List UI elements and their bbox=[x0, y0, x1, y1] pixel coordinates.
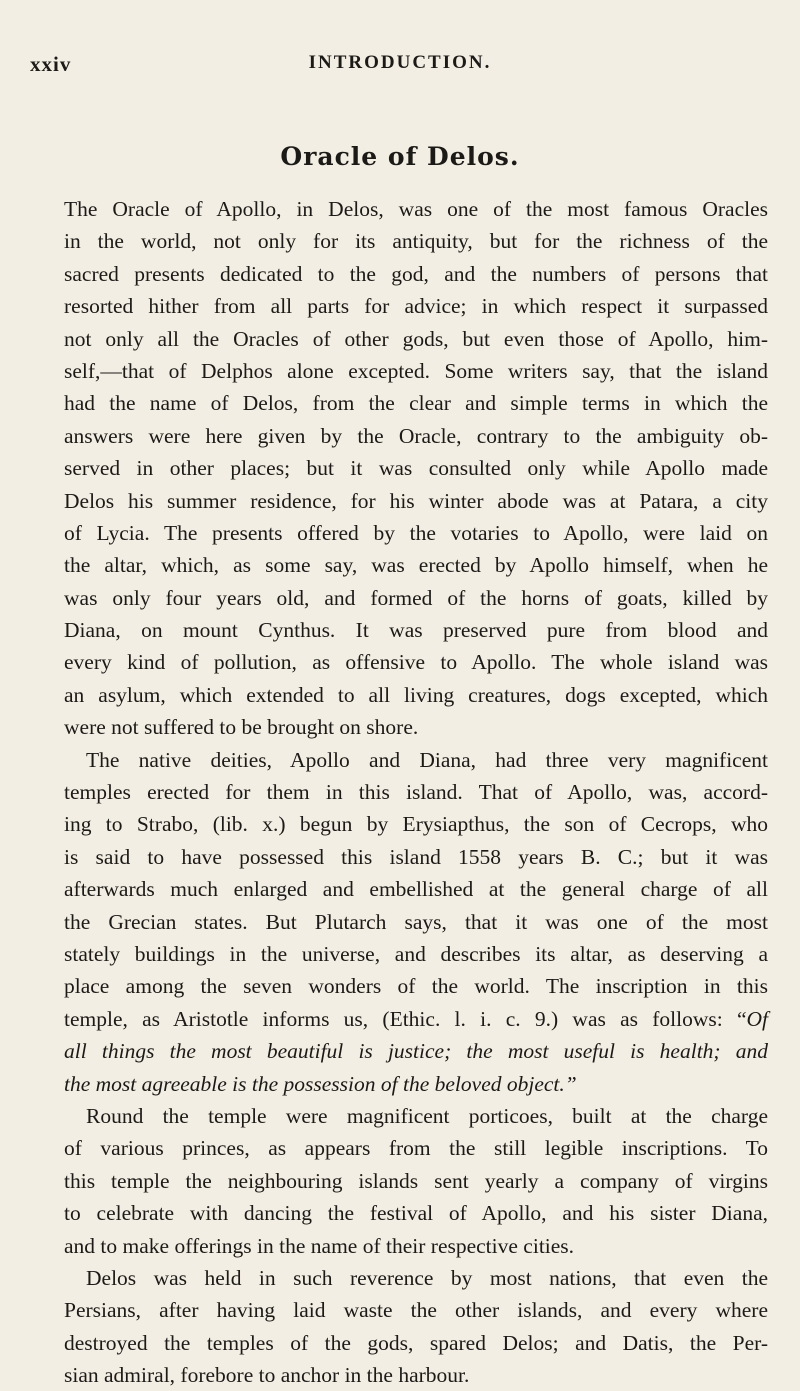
text-line: afterwards much enlarged and embellished at the general charge of all bbox=[64, 877, 768, 902]
text-line: The native deities, Apollo and Diana, had three very magnificent bbox=[86, 747, 768, 772]
text-line: stately buildings in the universe, and describes its altar, as deserving a bbox=[64, 941, 768, 966]
text-line: had the name of Delos, from the clear and simple terms in which the bbox=[64, 391, 768, 416]
text-line: an asylum, which extended to all living creatures, dogs excepted, which bbox=[64, 682, 768, 707]
text-line: answers were here given by the Oracle, contrary to the ambiguity ob- bbox=[64, 423, 768, 448]
text-line: Delos his summer residence, for his winter abode was at Patara, a city bbox=[64, 488, 768, 513]
section-title: Oracle of Delos. bbox=[280, 142, 520, 171]
text-line: destroyed the temples of the gods, spared Delos; and Datis, the Per- bbox=[64, 1330, 768, 1355]
text-line: self,—that of Delphos alone excepted. Some writers say, that the island bbox=[64, 358, 768, 383]
text-line: is said to have possessed this island 1558 years B. C.; but it was bbox=[64, 844, 768, 869]
text-line: resorted hither from all parts for advice; in which respect it surpassed bbox=[64, 294, 768, 319]
text-line: was only four years old, and formed of the horns of goats, killed by bbox=[64, 585, 768, 610]
text-line: Persians, after having laid waste the other islands, and every where bbox=[64, 1298, 768, 1323]
text-segment: temple, as Aristotle informs us, (Ethic. l. i. c. 9.) was as follows: “ bbox=[64, 1006, 747, 1031]
text-line: of Lycia. The presents offered by the votaries to Apollo, were laid on bbox=[64, 520, 768, 545]
text-line: Diana, on mount Cynthus. It was preserved pure from blood and bbox=[64, 618, 768, 643]
text-line: in the world, not only for its antiquity, but for the richness of the bbox=[64, 229, 768, 254]
page-header bbox=[30, 52, 770, 82]
text-line: temples erected for them in this island. That of Apollo, was, accord- bbox=[64, 780, 768, 805]
text-line: ing to Strabo, (lib. x.) begun by Erysiapthus, the son of Cecrops, who bbox=[64, 812, 768, 837]
text-line: to celebrate with dancing the festival of Apollo, and his sister Diana, bbox=[64, 1201, 768, 1226]
text-line bbox=[64, 1003, 768, 1035]
text-line: served in other places; but it was consulted only while Apollo made bbox=[64, 456, 768, 481]
text-line: the Grecian states. But Plutarch says, that it was one of the most bbox=[64, 909, 768, 934]
text-line: place among the seven wonders of the world. The inscription in this bbox=[64, 974, 768, 999]
text-line: and to make offerings in the name of their respective cities. bbox=[64, 1233, 575, 1258]
quote-line bbox=[64, 1035, 768, 1067]
text-line: were not suffered to be brought on shore. bbox=[64, 715, 419, 740]
text-line: sacred presents dedicated to the god, and the numbers of persons that bbox=[64, 261, 768, 286]
text-line: Round the temple were magnificent porticoes, built at the charge bbox=[86, 1103, 768, 1128]
quote-line bbox=[64, 1068, 768, 1100]
text-line: The Oracle of Apollo, in Delos, was one of the most famous Oracles bbox=[64, 197, 768, 221]
body-text bbox=[64, 193, 768, 1391]
running-title: INTRODUCTION. bbox=[308, 52, 492, 73]
text-line: this temple the neighbouring islands sent yearly a company of virgins bbox=[64, 1168, 768, 1193]
text-line: Delos was held in such reverence by most nations, that even the bbox=[86, 1265, 768, 1290]
quote-text: all things the most beautiful is justice; the most useful is health; and bbox=[64, 1039, 768, 1064]
quote-start: Of bbox=[746, 1006, 768, 1031]
quote-text: the most agreeable is the possession of the beloved object.” bbox=[64, 1071, 577, 1096]
text-line: the altar, which, as some say, was erected by Apollo himself, when he bbox=[64, 553, 768, 578]
text-line: of various princes, as appears from the still legible inscriptions. To bbox=[64, 1136, 768, 1161]
text-line: sian admiral, forebore to anchor in the harbour. bbox=[64, 1363, 470, 1388]
text-line: every kind of pollution, as offensive to Apollo. The whole island was bbox=[64, 650, 768, 675]
page-number: xxiv bbox=[30, 52, 72, 76]
text-line: not only all the Oracles of other gods, but even those of Apollo, him- bbox=[64, 326, 768, 351]
